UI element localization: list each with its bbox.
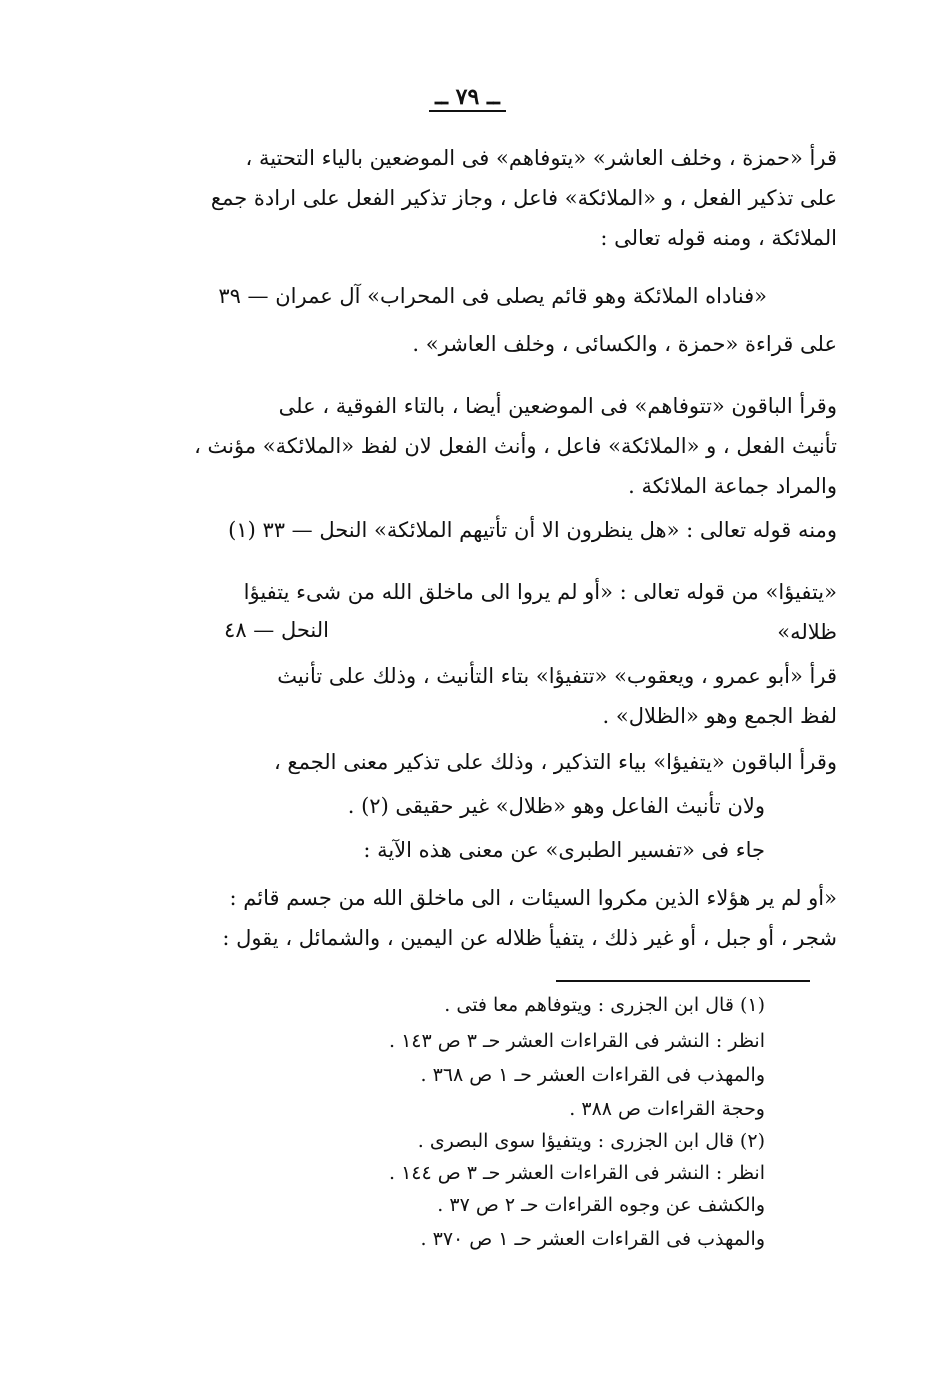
body-line: ظلاله»	[777, 620, 837, 644]
body-line: «أو لم ير هؤلاء الذين مكروا السيئات ، الى ماخلق الله من جسم قائم :	[229, 886, 837, 910]
footnote-line: انظر : النشر فى القراءات العشر حـ ٣ ص ١٤٣ .	[389, 1030, 765, 1052]
body-line: لفظ الجمع وهو «الظلال» .	[602, 704, 837, 728]
page-number: ــ ٧٩ ــ	[0, 84, 935, 110]
verse-reference: النحل — ٤٨	[224, 618, 329, 642]
body-line: قرأ «حمزة ، وخلف العاشر» «يتوفاهم» فى الموضعين بالياء التحتية ،	[245, 146, 837, 170]
body-line: شجر ، أو جبل ، أو غير ذلك ، يتفيأ ظلاله عن اليمين ، والشمائل ، يقول :	[222, 926, 837, 950]
footnote-line: (٢) قال ابن الجزرى : ويتفيؤا سوى البصرى .	[417, 1130, 765, 1152]
body-line: ولان تأنيث الفاعل وهو «ظلال» غير حقيقى (٢) .	[347, 794, 765, 818]
footnote-line: والكشف عن وجوه القراءات حـ ٢ ص ٣٧ .	[437, 1194, 765, 1216]
body-line: على تذكير الفعل ، و «الملائكة» فاعل ، وجاز تذكير الفعل على ارادة جمع	[210, 186, 837, 210]
body-line: ومنه قوله تعالى : «هل ينظرون الا أن تأتيهم الملائكة» النحل — ٣٣ (١)	[228, 518, 837, 542]
footnote-line: والمهذب فى القراءات العشر حـ ١ ص ٣٦٨ .	[420, 1064, 765, 1086]
body-line: والمراد جماعة الملائكة .	[628, 474, 837, 498]
body-line: على قراءة «حمزة ، والكسائى ، وخلف العاشر» .	[412, 332, 837, 356]
body-line: جاء فى «تفسير الطبرى» عن معنى هذه الآية :	[363, 838, 765, 862]
footnote-line: (١) قال ابن الجزرى : ويتوفاهم معا فتى .	[444, 994, 765, 1016]
body-line: «يتفيؤا» من قوله تعالى : «أو لم يروا الى ماخلق الله من شىء يتفيؤا	[243, 580, 837, 604]
footnote-separator	[556, 980, 810, 982]
body-line: الملائكة ، ومنه قوله تعالى :	[600, 226, 837, 250]
body-line: وقرأ الباقون «تتوفاهم» فى الموضعين أيضا ، بالتاء الفوقية ، على	[278, 394, 837, 418]
footnote-line: وحجة القراءات ص ٣٨٨ .	[569, 1098, 765, 1120]
body-line: وقرأ الباقون «يتفيؤا» بياء التذكير ، وذلك على تذكير معنى الجمع ،	[273, 750, 837, 774]
footnote-line: والمهذب فى القراءات العشر حـ ١ ص ٣٧٠ .	[420, 1228, 765, 1250]
body-line: تأنيث الفعل ، و «الملائكة» فاعل ، وأنث الفعل لان لفظ «الملائكة» مؤنث ،	[194, 434, 837, 458]
body-line: قرأ «أبو عمرو ، ويعقوب» «تتفيؤا» بتاء التأنيث ، وذلك على تأنيث	[277, 664, 837, 688]
quran-verse: «فناداه الملائكة وهو قائم يصلى فى المحراب» آل عمران — ٣٩	[218, 284, 767, 308]
footnote-line: انظر : النشر فى القراءات العشر حـ ٣ ص ١٤٤ .	[389, 1162, 765, 1184]
